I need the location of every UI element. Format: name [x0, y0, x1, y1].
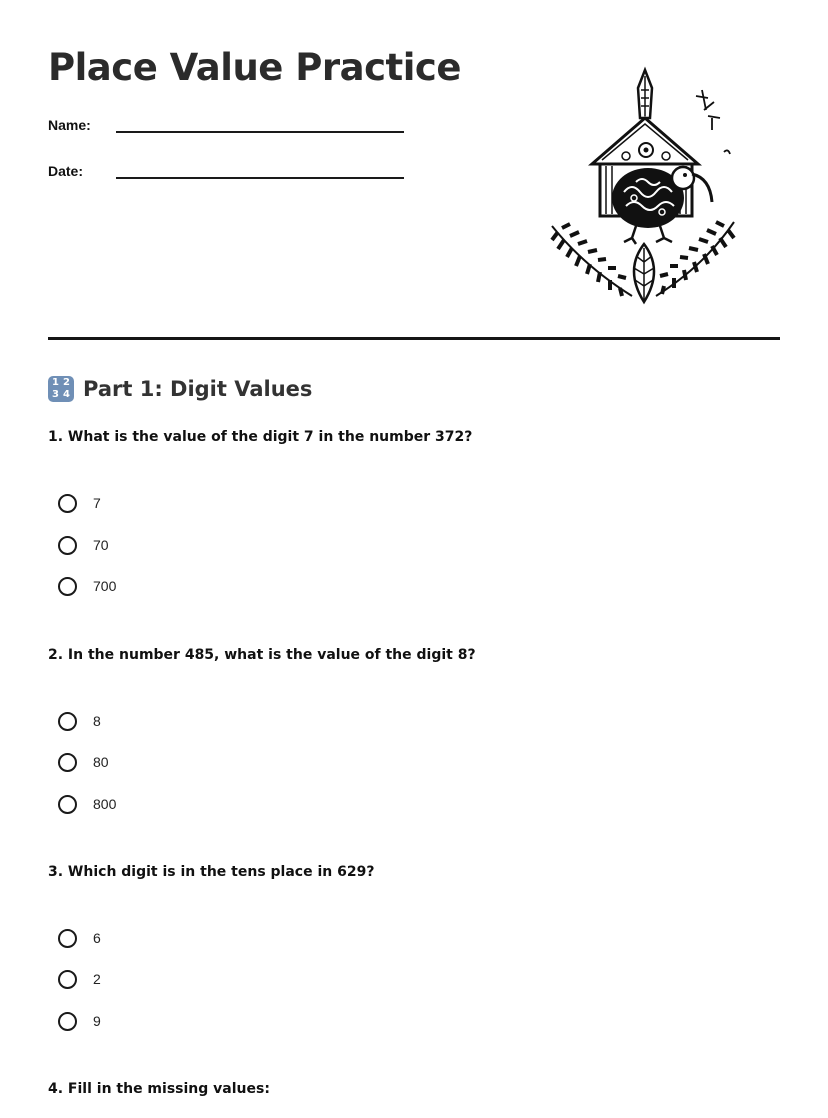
- icon-digit: 1: [52, 377, 59, 388]
- radio-button[interactable]: [58, 712, 77, 731]
- radio-button[interactable]: [58, 970, 77, 989]
- answer-option[interactable]: [58, 967, 101, 991]
- option-label: 8: [93, 713, 101, 729]
- radio-button[interactable]: [58, 753, 77, 772]
- question-2: 2. In the number 485, what is the value of the digit 8?: [48, 647, 476, 663]
- question-4: 4. Fill in the missing values:: [48, 1081, 270, 1097]
- section-heading: [48, 374, 312, 404]
- date-input-line[interactable]: [116, 177, 404, 179]
- name-field[interactable]: [48, 117, 408, 141]
- answer-option[interactable]: [58, 926, 101, 950]
- page-title: Place Value Practice: [48, 46, 461, 89]
- option-label: 800: [93, 796, 117, 812]
- answer-option[interactable]: [58, 491, 101, 515]
- kiwi-bird-wharenui-fern-icon: [544, 66, 740, 306]
- name-input-line[interactable]: [116, 131, 404, 133]
- radio-button[interactable]: [58, 494, 77, 513]
- option-label: 7: [93, 495, 101, 511]
- option-label: 9: [93, 1013, 101, 1029]
- radio-button[interactable]: [58, 577, 77, 596]
- question-1: 1. What is the value of the digit 7 in the number 372?: [48, 429, 473, 445]
- icon-digit: 3: [52, 389, 59, 400]
- option-label: 70: [93, 537, 109, 553]
- date-label: Date:: [48, 163, 84, 179]
- option-label: 700: [93, 578, 117, 594]
- option-label: 2: [93, 971, 101, 987]
- option-label: 6: [93, 930, 101, 946]
- radio-button[interactable]: [58, 536, 77, 555]
- section-title: Part 1: Digit Values: [83, 377, 313, 401]
- radio-button[interactable]: [58, 795, 77, 814]
- question-3: 3. Which digit is in the tens place in 629?: [48, 864, 375, 880]
- answer-option[interactable]: [58, 1009, 101, 1033]
- radio-button[interactable]: [58, 929, 77, 948]
- answer-option[interactable]: [58, 750, 109, 774]
- divider: [48, 337, 780, 340]
- name-label: Name:: [48, 117, 91, 133]
- answer-option[interactable]: [58, 574, 116, 598]
- answer-option[interactable]: [58, 533, 109, 557]
- radio-button[interactable]: [58, 1012, 77, 1031]
- icon-digit: 2: [63, 377, 70, 388]
- answer-option[interactable]: [58, 709, 101, 733]
- icon-digit: 4: [63, 389, 70, 400]
- input-numbers-icon: [48, 376, 74, 402]
- option-label: 80: [93, 754, 109, 770]
- date-field[interactable]: [48, 163, 408, 187]
- answer-option[interactable]: [58, 792, 116, 816]
